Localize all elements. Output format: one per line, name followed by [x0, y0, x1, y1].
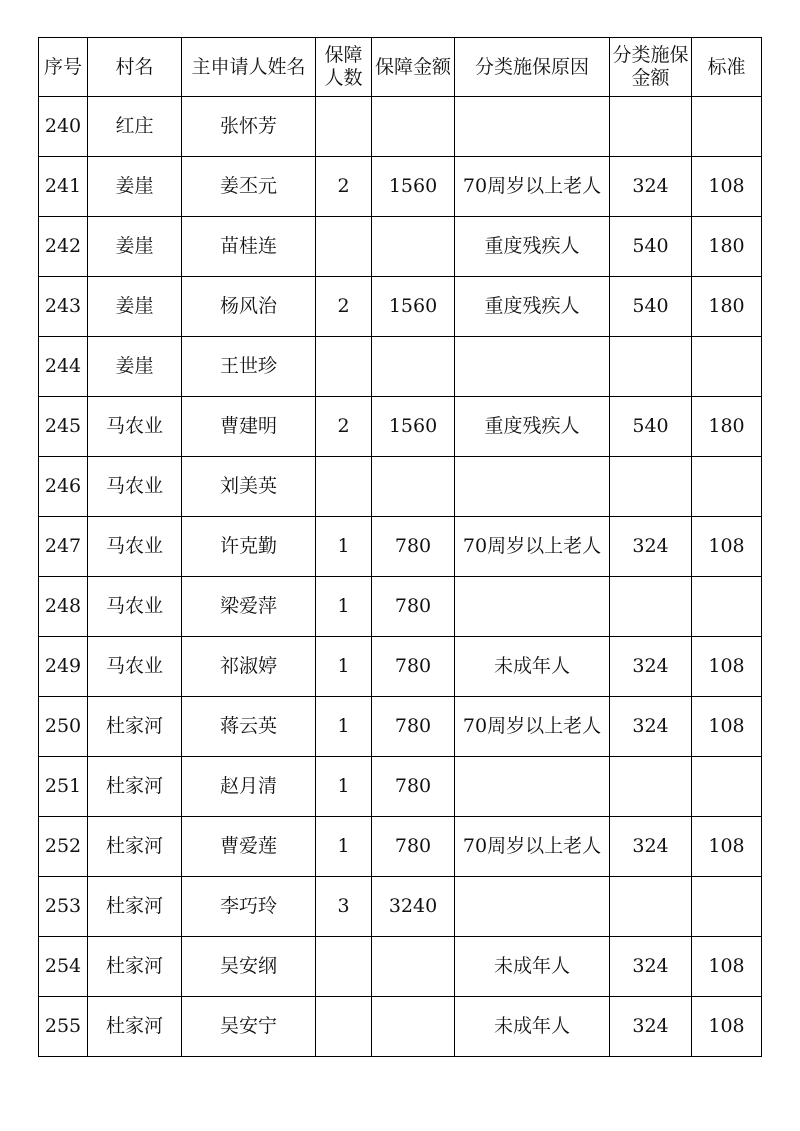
table-row — [39, 277, 762, 337]
cell-class-amount — [610, 97, 692, 157]
cell-amount — [372, 937, 455, 997]
cell-seq: 247 — [39, 517, 88, 577]
cell-village: 姜崖 — [88, 277, 182, 337]
cell-amount: 780 — [372, 577, 455, 637]
cell-village: 姜崖 — [88, 157, 182, 217]
cell-class-amount: 540 — [610, 397, 692, 457]
header-seq: 序号 — [39, 38, 88, 97]
cell-persons — [316, 97, 372, 157]
cell-standard — [692, 577, 762, 637]
cell-class-amount: 324 — [610, 697, 692, 757]
table-row — [39, 757, 762, 817]
cell-seq: 252 — [39, 817, 88, 877]
cell-village: 杜家河 — [88, 877, 182, 937]
cell-applicant: 吴安宁 — [182, 997, 316, 1057]
cell-standard: 108 — [692, 157, 762, 217]
cell-village: 杜家河 — [88, 757, 182, 817]
cell-village: 杜家河 — [88, 937, 182, 997]
cell-reason: 重度残疾人 — [455, 217, 610, 277]
cell-applicant: 曹爱莲 — [182, 817, 316, 877]
cell-seq: 253 — [39, 877, 88, 937]
cell-standard: 180 — [692, 277, 762, 337]
cell-persons — [316, 337, 372, 397]
cell-village: 马农业 — [88, 517, 182, 577]
cell-class-amount: 540 — [610, 217, 692, 277]
cell-reason: 70周岁以上老人 — [455, 697, 610, 757]
cell-applicant: 姜丕元 — [182, 157, 316, 217]
table-row — [39, 517, 762, 577]
header-amount: 保障金额 — [372, 38, 455, 97]
cell-applicant: 张怀芳 — [182, 97, 316, 157]
cell-seq: 242 — [39, 217, 88, 277]
cell-persons — [316, 937, 372, 997]
table-row — [39, 877, 762, 937]
cell-persons: 2 — [316, 277, 372, 337]
cell-village: 马农业 — [88, 637, 182, 697]
cell-standard — [692, 97, 762, 157]
cell-seq: 255 — [39, 997, 88, 1057]
header-village: 村名 — [88, 38, 182, 97]
cell-amount: 780 — [372, 637, 455, 697]
cell-seq: 246 — [39, 457, 88, 517]
cell-class-amount — [610, 457, 692, 517]
cell-class-amount — [610, 337, 692, 397]
table-row — [39, 937, 762, 997]
cell-seq: 250 — [39, 697, 88, 757]
table-row — [39, 577, 762, 637]
cell-class-amount: 324 — [610, 817, 692, 877]
cell-standard: 108 — [692, 997, 762, 1057]
cell-seq: 244 — [39, 337, 88, 397]
header-persons: 保障人数 — [316, 38, 372, 97]
cell-seq: 249 — [39, 637, 88, 697]
cell-persons: 2 — [316, 397, 372, 457]
cell-reason: 未成年人 — [455, 637, 610, 697]
cell-class-amount: 324 — [610, 997, 692, 1057]
cell-applicant: 蒋云英 — [182, 697, 316, 757]
cell-amount: 780 — [372, 697, 455, 757]
cell-persons: 1 — [316, 757, 372, 817]
cell-standard: 108 — [692, 517, 762, 577]
table-row — [39, 697, 762, 757]
cell-seq: 243 — [39, 277, 88, 337]
cell-village: 姜崖 — [88, 217, 182, 277]
cell-village: 红庄 — [88, 97, 182, 157]
cell-reason: 70周岁以上老人 — [455, 817, 610, 877]
cell-reason: 重度残疾人 — [455, 397, 610, 457]
cell-applicant: 李巧玲 — [182, 877, 316, 937]
cell-amount — [372, 337, 455, 397]
cell-village: 姜崖 — [88, 337, 182, 397]
cell-village: 杜家河 — [88, 817, 182, 877]
cell-reason — [455, 457, 610, 517]
cell-applicant: 刘美英 — [182, 457, 316, 517]
cell-class-amount: 324 — [610, 157, 692, 217]
cell-amount — [372, 217, 455, 277]
cell-reason — [455, 757, 610, 817]
cell-seq: 241 — [39, 157, 88, 217]
cell-class-amount — [610, 877, 692, 937]
cell-persons: 1 — [316, 817, 372, 877]
cell-village: 杜家河 — [88, 697, 182, 757]
table-row — [39, 97, 762, 157]
cell-amount: 3240 — [372, 877, 455, 937]
cell-class-amount: 324 — [610, 637, 692, 697]
cell-standard: 180 — [692, 217, 762, 277]
cell-reason — [455, 877, 610, 937]
cell-reason: 未成年人 — [455, 997, 610, 1057]
table-row — [39, 457, 762, 517]
cell-standard: 180 — [692, 397, 762, 457]
cell-standard — [692, 457, 762, 517]
cell-class-amount — [610, 577, 692, 637]
cell-persons — [316, 217, 372, 277]
cell-amount: 1560 — [372, 157, 455, 217]
header-applicant: 主申请人姓名 — [182, 38, 316, 97]
cell-persons: 2 — [316, 157, 372, 217]
cell-seq: 254 — [39, 937, 88, 997]
table-row — [39, 157, 762, 217]
header-reason: 分类施保原因 — [455, 38, 610, 97]
cell-amount: 1560 — [372, 397, 455, 457]
cell-amount — [372, 457, 455, 517]
header-class-amount: 分类施保金额 — [610, 38, 692, 97]
cell-standard: 108 — [692, 937, 762, 997]
table-row — [39, 217, 762, 277]
cell-class-amount: 540 — [610, 277, 692, 337]
cell-village: 杜家河 — [88, 997, 182, 1057]
cell-seq: 245 — [39, 397, 88, 457]
cell-applicant: 王世珍 — [182, 337, 316, 397]
cell-standard: 108 — [692, 817, 762, 877]
cell-persons: 1 — [316, 637, 372, 697]
cell-persons: 1 — [316, 517, 372, 577]
cell-village: 马农业 — [88, 457, 182, 517]
cell-persons: 1 — [316, 577, 372, 637]
cell-village: 马农业 — [88, 397, 182, 457]
cell-amount — [372, 997, 455, 1057]
cell-persons: 1 — [316, 697, 372, 757]
table-row — [39, 997, 762, 1057]
cell-standard: 108 — [692, 637, 762, 697]
cell-reason: 重度残疾人 — [455, 277, 610, 337]
cell-class-amount: 324 — [610, 937, 692, 997]
cell-applicant: 赵月清 — [182, 757, 316, 817]
cell-reason: 70周岁以上老人 — [455, 517, 610, 577]
cell-seq: 248 — [39, 577, 88, 637]
header-standard: 标准 — [692, 38, 762, 97]
table-row — [39, 397, 762, 457]
cell-amount: 780 — [372, 817, 455, 877]
cell-persons: 3 — [316, 877, 372, 937]
cell-amount: 1560 — [372, 277, 455, 337]
cell-persons — [316, 457, 372, 517]
cell-applicant: 杨风治 — [182, 277, 316, 337]
table-row — [39, 637, 762, 697]
cell-applicant: 梁爱萍 — [182, 577, 316, 637]
cell-seq: 240 — [39, 97, 88, 157]
cell-amount — [372, 97, 455, 157]
cell-applicant: 吴安纲 — [182, 937, 316, 997]
cell-applicant: 许克勤 — [182, 517, 316, 577]
cell-class-amount — [610, 757, 692, 817]
table-row — [39, 337, 762, 397]
cell-reason: 70周岁以上老人 — [455, 157, 610, 217]
cell-standard — [692, 877, 762, 937]
cell-applicant: 祁淑婷 — [182, 637, 316, 697]
cell-reason — [455, 577, 610, 637]
cell-persons — [316, 997, 372, 1057]
cell-standard — [692, 337, 762, 397]
header-row — [39, 38, 762, 97]
table-row — [39, 817, 762, 877]
cell-standard — [692, 757, 762, 817]
cell-village: 马农业 — [88, 577, 182, 637]
cell-reason: 未成年人 — [455, 937, 610, 997]
cell-class-amount: 324 — [610, 517, 692, 577]
cell-applicant: 苗桂连 — [182, 217, 316, 277]
cell-standard: 108 — [692, 697, 762, 757]
cell-reason — [455, 337, 610, 397]
cell-reason — [455, 97, 610, 157]
cell-applicant: 曹建明 — [182, 397, 316, 457]
cell-amount: 780 — [372, 517, 455, 577]
assistance-table — [38, 37, 762, 1057]
cell-seq: 251 — [39, 757, 88, 817]
cell-amount: 780 — [372, 757, 455, 817]
